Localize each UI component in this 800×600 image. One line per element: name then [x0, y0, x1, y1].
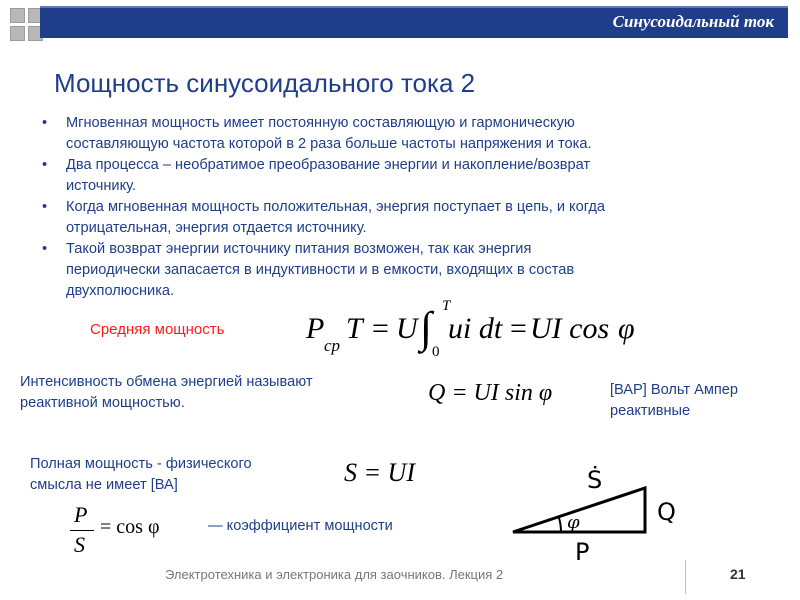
triangle-label-q: Q — [657, 498, 676, 526]
text-line: смысла не имеет [ВА] — [30, 477, 178, 493]
reactive-unit — [610, 380, 738, 422]
bullet-line: двухполюсника. — [66, 283, 175, 299]
text-line: Полная мощность - физического — [30, 456, 252, 472]
formula-integrand: ui dt — [448, 312, 503, 345]
header-title: Синусоидальный ток — [612, 12, 774, 31]
triangle-label-p: P — [575, 538, 590, 566]
bullet-list — [38, 113, 728, 302]
formula-symbol-t: T — [346, 312, 363, 345]
formula-equals: = — [372, 312, 389, 345]
reactive-power-formula: Q = UI sin φ — [428, 380, 553, 406]
reactive-power-text — [20, 372, 313, 414]
integral-lower-limit: 0 — [432, 344, 440, 360]
power-factor-label: — коэффициент мощности — [208, 518, 393, 534]
triangle-label-angle: φ — [567, 512, 580, 533]
apparent-power-text — [30, 454, 252, 496]
integral-upper-limit: T — [442, 298, 451, 314]
corner-square — [10, 8, 25, 23]
integral-sign: ∫ — [420, 303, 433, 352]
bullet-line: • Два процесса – необратимое преобразование энергии и накопление/возврат — [66, 157, 591, 173]
formula-rhs: UI cos — [530, 312, 610, 345]
fraction-denominator: S — [74, 532, 85, 557]
average-power-formula — [306, 298, 646, 362]
bullet-line: источнику. — [66, 178, 137, 194]
bullet-line: составляющую частота которой в 2 раза больше частоты напряжения и тока. — [66, 136, 592, 152]
bullet-line: • Мгновенная мощность имеет постоянную составляющую и гармоническую — [66, 115, 575, 131]
bullet-item — [38, 239, 728, 302]
text-line: реактивной мощностью. — [20, 395, 185, 411]
bullet-item — [38, 113, 728, 155]
average-power-label: Средняя мощность — [90, 321, 225, 338]
bullet-item — [38, 155, 728, 197]
text-line: Интенсивность обмена энергией называют — [20, 374, 313, 390]
header-banner — [40, 6, 788, 38]
text-line: реактивные — [610, 403, 691, 419]
text-line: [ВАР] Вольт Ампер — [610, 382, 739, 398]
bullet-line: • Когда мгновенная мощность положительная, энергия поступает в цепь, и когда — [66, 199, 605, 215]
power-factor-rhs: = cos φ — [100, 516, 160, 538]
power-factor-formula — [64, 500, 174, 560]
page-number: 21 — [730, 566, 746, 582]
bullet-line: отрицательная, энергия отдается источнику. — [66, 220, 367, 236]
formula-phi: φ — [618, 312, 635, 345]
bullet-line: • Такой возврат энергии источнику питания возможен, так как энергия — [66, 241, 532, 257]
angle-arc — [559, 518, 561, 532]
fraction-bar — [70, 530, 94, 531]
bullet-item — [38, 197, 728, 239]
footer-text: Электротехника и электроника для заочников. Лекция 2 — [165, 567, 504, 582]
triangle-label-s: Ṡ — [587, 466, 603, 494]
power-triangle-diagram — [505, 448, 705, 573]
footer-divider — [685, 560, 686, 594]
formula-subscript: ср — [324, 336, 341, 355]
corner-square — [10, 26, 25, 41]
slide-title: Мощность синусоидального тока 2 — [54, 68, 476, 98]
formula-equals: = — [510, 312, 527, 345]
fraction-numerator: P — [74, 502, 88, 527]
apparent-power-formula: S = UI — [344, 458, 415, 487]
formula-symbol-p: P — [306, 312, 325, 345]
bullet-line: периодически запасается в индуктивности и в емкости, входящих в состав — [66, 262, 575, 278]
formula-symbol-u: U — [396, 312, 418, 345]
